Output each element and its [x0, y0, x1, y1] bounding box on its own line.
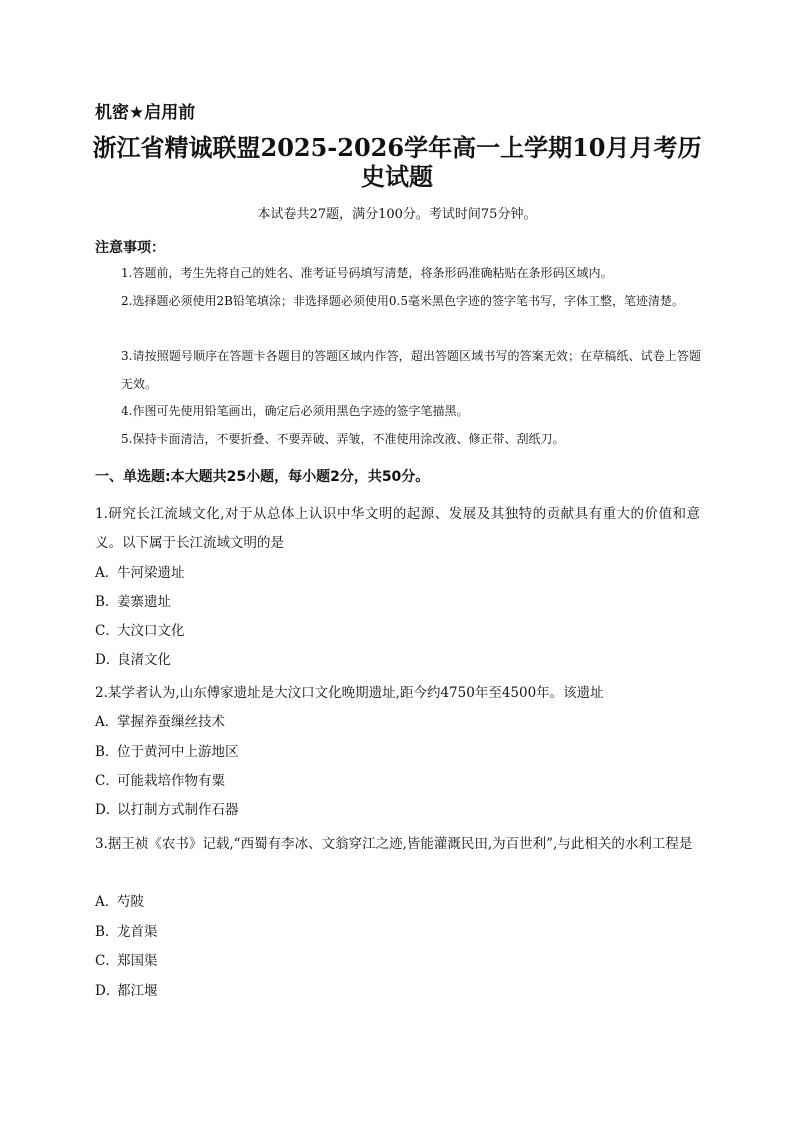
option-text: 郑国渠 [117, 953, 158, 969]
option-text: 龙首渠 [117, 924, 158, 940]
question-1-stem: 1.研究长江流域文化,对于从总体上认识中华文明的起源、发展及其独特的贡献具有重大的价值和意义。以下属于长江流域文明的是 [95, 506, 700, 551]
section-heading: 一、单选题:本大题共25小题，每小题2分，共50分。 [95, 469, 430, 485]
option-letter: B． [95, 744, 119, 760]
option-letter: A． [95, 565, 119, 581]
option-text: 都江堰 [117, 983, 158, 999]
option-letter: D． [95, 983, 120, 999]
option-text: 牛河梁遗址 [117, 565, 185, 581]
option-letter: A． [95, 894, 119, 910]
option-letter: C． [95, 773, 119, 789]
option-text: 可能栽培作物有粟 [117, 773, 225, 789]
option-letter: C． [95, 623, 119, 639]
question-1-option-a [95, 562, 185, 584]
question-2-stem: 2.某学者认为,山东傅家遗址是大汶口文化晚期遗址,距今约4750年至4500年。该遗址 [95, 685, 604, 701]
option-text: 以打制方式制作石器 [117, 802, 239, 818]
notice-heading: 注意事项： [95, 240, 165, 256]
option-text: 芍陂 [117, 894, 144, 910]
option-letter: C． [95, 953, 119, 969]
exam-title-line-1: 浙江省精诚联盟2025-2026学年高一上学期10月月考历 [92, 133, 702, 162]
notice-item-1: 1.答题前，考生先将自己的姓名、准考证号码填写清楚，将条形码准确粘贴在条形码区域内。 [121, 266, 613, 280]
exam-title-line-2: 史试题 [361, 162, 433, 191]
option-text: 大汶口文化 [117, 623, 185, 639]
notice-item-3: 3.请按照题号顺序在答题卡各题目的答题区域内作答，超出答题区域书写的答案无效；在草稿纸、试卷上答题无效。 [121, 349, 701, 391]
question-2-option-b [95, 741, 239, 763]
question-3-option-d [95, 980, 158, 1002]
notice-item-4: 4.作图可先使用铅笔画出，确定后必须用黑色字迹的签字笔描黑。 [121, 404, 469, 418]
option-text: 良渚文化 [117, 652, 171, 668]
option-letter: D． [95, 652, 120, 668]
question-1-option-c [95, 620, 185, 642]
option-letter: A． [95, 714, 119, 730]
question-2-option-a [95, 711, 225, 733]
question-2-option-c [95, 770, 225, 792]
question-3-option-c [95, 950, 158, 972]
notice-item-5: 5.保持卡面清洁，不要折叠、不要弄破、弄皱，不准使用涂改液、修正带、刮纸刀。 [121, 432, 565, 446]
question-1-option-b [95, 591, 171, 613]
option-letter: D． [95, 802, 120, 818]
question-3-option-a [95, 891, 144, 913]
notice-item-2: 2.选择题必须使用2B铅笔填涂；非选择题必须使用0.5毫米黑色字迹的签字笔书写，字体工整，笔迹清楚。 [121, 294, 684, 308]
question-3-option-b [95, 921, 158, 943]
option-text: 姜寨遗址 [117, 594, 171, 610]
question-2-option-d [95, 799, 239, 821]
question-3-stem: 3.据王祯《农书》记载,“西蜀有李冰、文翁穿江之迹,皆能灌溉民田,为百世利”,与此相关的水利工程是 [95, 836, 693, 852]
option-text: 位于黄河中上游地区 [117, 744, 239, 760]
confidential-label: 机密★启用前 [95, 103, 196, 123]
option-letter: B． [95, 594, 119, 610]
option-letter: B． [95, 924, 119, 940]
question-1-option-d [95, 649, 171, 671]
exam-info: 本试卷共27题，满分100分。考试时间75分钟。 [257, 207, 537, 222]
option-text: 掌握养蚕缫丝技术 [117, 714, 225, 730]
